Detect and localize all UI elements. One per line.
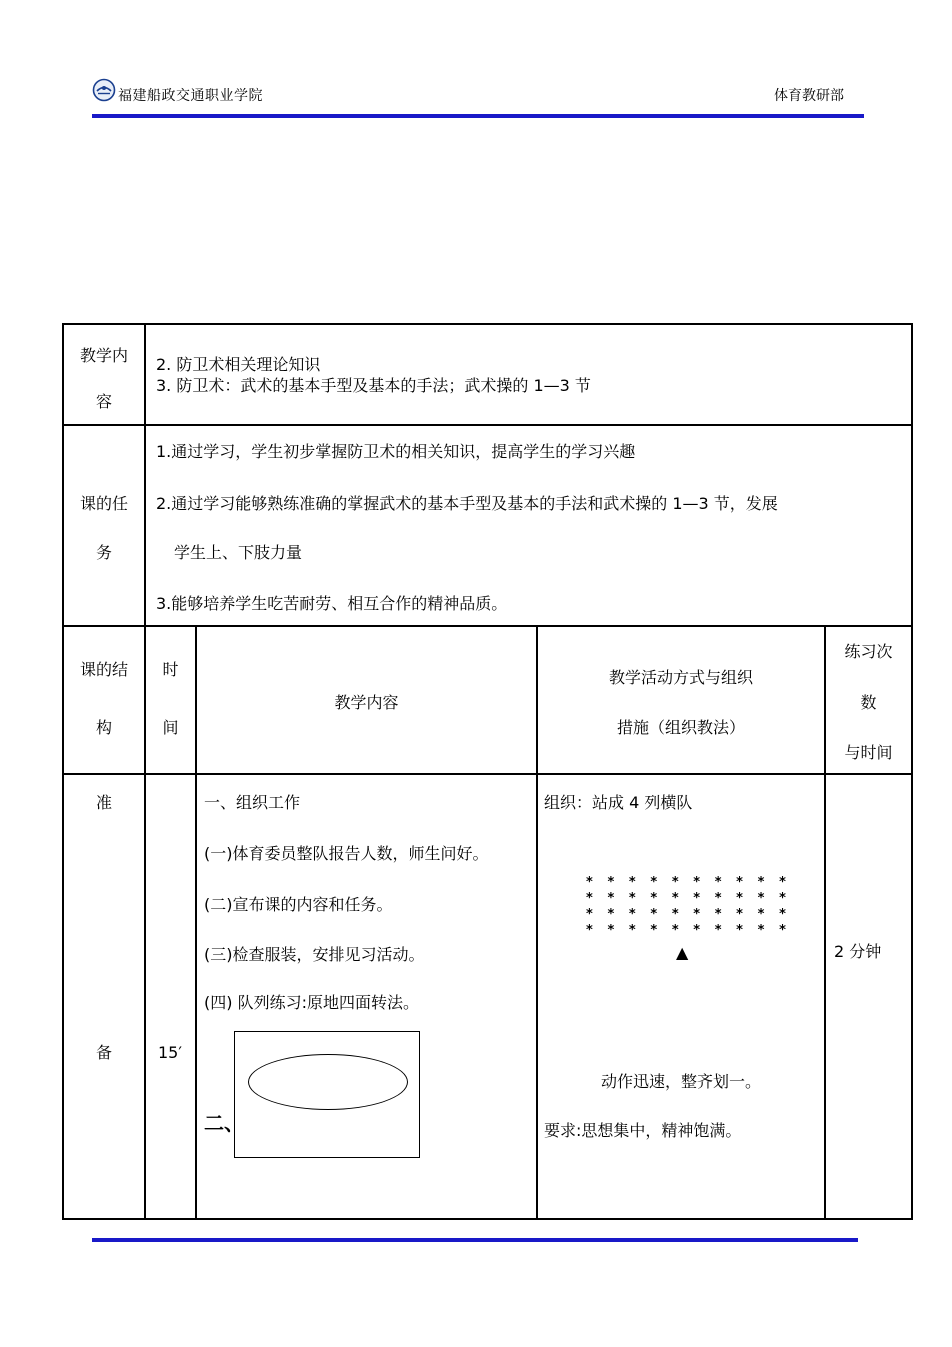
student-marker: * <box>736 907 743 922</box>
prep-content-item: (三)检查服装，安排见习活动。 <box>204 945 425 964</box>
prep-content-item: (四) 队列练习:原地四面转法。 <box>204 993 419 1012</box>
student-marker: * <box>714 907 722 922</box>
lesson-task-item: 学生上、下肢力量 <box>174 543 303 562</box>
time-header-line1: 时 <box>162 660 179 679</box>
teaching-content-item: 3. 防卫术：武术的基本手型及基本的手法；武术操的 1—3 节 <box>156 376 591 395</box>
student-marker: * <box>757 875 765 890</box>
organization-text: 组织：站成 4 列横队 <box>544 793 693 812</box>
student-marker: * <box>693 875 701 890</box>
student-marker: * <box>779 923 786 938</box>
student-marker: * <box>607 923 615 938</box>
method-header-line2: 措施（组织教法） <box>616 718 745 737</box>
student-marker: * <box>650 907 658 922</box>
formation-row <box>586 923 786 939</box>
student-marker: * <box>757 923 765 938</box>
formation-diagram <box>586 875 786 939</box>
student-marker: * <box>693 891 701 906</box>
student-marker: * <box>714 891 722 906</box>
row-divider <box>62 625 913 627</box>
method-header-line1: 教学活动方式与组织 <box>608 668 753 687</box>
student-marker: * <box>628 923 636 938</box>
student-marker: * <box>628 875 636 890</box>
student-marker: * <box>607 891 615 906</box>
prep-content-item: (二)宣布课的内容和任务。 <box>204 895 393 914</box>
action-requirement: 动作迅速，整齐划一。 <box>600 1072 761 1091</box>
prep-label-bottom: 备 <box>95 1043 112 1062</box>
student-marker: * <box>671 875 679 890</box>
student-marker: * <box>671 923 679 938</box>
practice-header-line1: 练习次 <box>844 642 893 661</box>
student-marker: * <box>607 875 615 890</box>
student-marker: * <box>736 875 743 890</box>
column-divider <box>824 625 826 1220</box>
lesson-plan-table <box>62 323 913 1220</box>
student-marker: * <box>671 891 679 906</box>
practice-time: 2 分钟 <box>834 942 882 961</box>
student-marker: * <box>628 907 636 922</box>
student-marker: * <box>693 907 701 922</box>
lesson-task-label-line2: 务 <box>95 543 112 562</box>
structure-header-line2: 构 <box>95 718 112 737</box>
student-marker: * <box>736 923 743 938</box>
student-marker: * <box>650 923 658 938</box>
figure-label: 二、 <box>204 1111 244 1135</box>
formation-row <box>586 875 786 891</box>
student-marker: * <box>779 875 786 890</box>
student-marker: * <box>671 907 679 922</box>
prep-label-top: 准 <box>95 793 112 812</box>
student-marker: * <box>757 907 765 922</box>
row-divider <box>62 424 913 426</box>
teaching-content-label-line1: 教学内 <box>79 346 128 365</box>
page-header <box>92 78 864 118</box>
formation-row <box>586 907 786 923</box>
prep-content-item: (一)体育委员整队报告人数，师生问好。 <box>204 844 489 863</box>
student-marker: * <box>586 891 593 906</box>
student-marker: * <box>628 891 636 906</box>
student-marker: * <box>607 907 615 922</box>
lesson-task-item: 1.通过学习，学生初步掌握防卫术的相关知识，提高学生的学习兴趣 <box>156 442 636 461</box>
student-marker: * <box>586 907 593 922</box>
student-marker: * <box>779 907 786 922</box>
teaching-content-item: 2. 防卫术相关理论知识 <box>156 355 321 374</box>
student-marker: * <box>736 891 743 906</box>
row-divider <box>62 773 913 775</box>
practice-header-line2: 数 <box>860 693 877 712</box>
student-marker: * <box>779 891 786 906</box>
column-divider <box>536 625 538 1220</box>
student-marker: * <box>586 875 593 890</box>
formation-row <box>586 891 786 907</box>
student-marker: * <box>714 923 722 938</box>
school-logo-icon <box>92 78 116 102</box>
column-divider <box>195 625 197 1220</box>
student-marker: * <box>650 891 658 906</box>
header-rule <box>92 114 864 118</box>
prep-content-item: 一、组织工作 <box>204 793 301 812</box>
lesson-task-label-line1: 课的任 <box>79 494 128 513</box>
student-marker: * <box>693 923 701 938</box>
practice-header-line3: 与时间 <box>844 743 893 762</box>
school-name: 福建船政交通职业学院 <box>118 88 263 104</box>
structure-header-line1: 课的结 <box>79 660 128 679</box>
prep-time: 15′ <box>158 1043 182 1062</box>
content-header: 教学内容 <box>334 693 399 712</box>
time-header-line2: 间 <box>162 718 179 737</box>
figure-ellipse <box>248 1054 408 1110</box>
student-marker: * <box>650 875 658 890</box>
teaching-content-label-line2: 容 <box>95 392 112 411</box>
general-requirement: 要求:思想集中，精神饱满。 <box>544 1121 742 1140</box>
department-name: 体育教研部 <box>774 88 844 104</box>
student-marker: * <box>586 923 593 938</box>
teacher-position-icon: ▲ <box>676 943 689 962</box>
footer-rule <box>92 1238 858 1242</box>
student-marker: * <box>757 891 765 906</box>
lesson-task-item: 3.能够培养学生吃苦耐劳、相互合作的精神品质。 <box>156 594 508 613</box>
student-marker: * <box>714 875 722 890</box>
column-divider <box>144 323 146 1220</box>
lesson-task-item: 2.通过学习能够熟练准确的掌握武术的基本手型及基本的手法和武术操的 1—3 节，发展 <box>156 494 778 513</box>
